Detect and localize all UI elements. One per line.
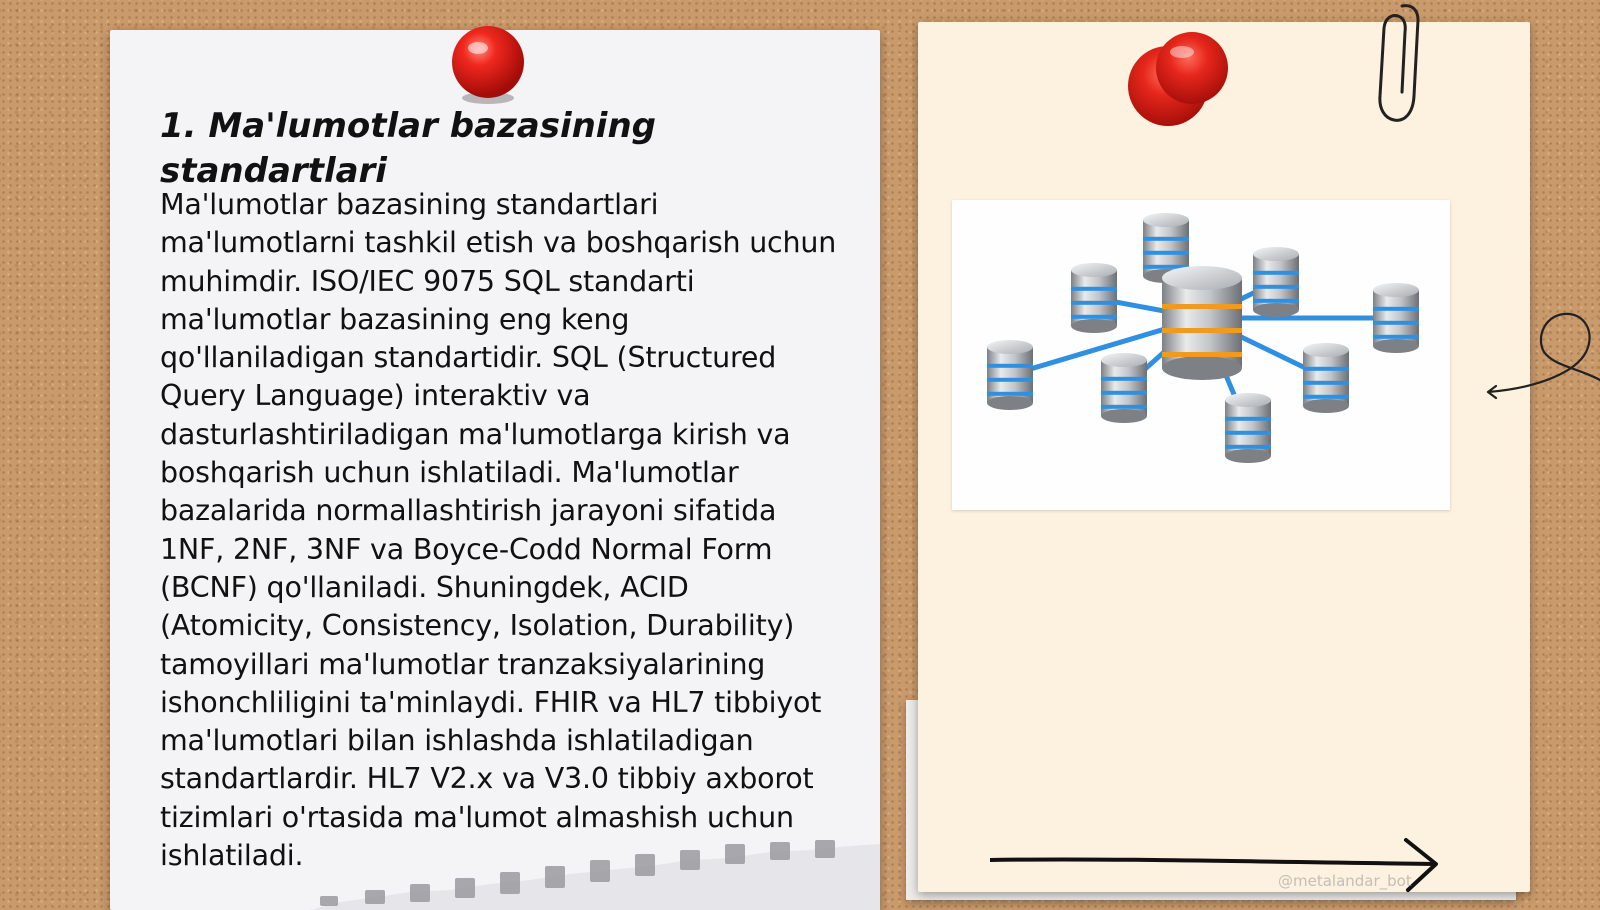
- database-cylinder-icon: [987, 340, 1033, 410]
- red-pushpin-icon: [448, 20, 534, 106]
- curly-doodle-icon: [1478, 308, 1600, 408]
- database-cylinder-icon: [1071, 263, 1117, 333]
- database-network-illustration: [952, 200, 1450, 510]
- slide-title: 1. Ma'lumotlar bazasining standartlari: [160, 106, 657, 191]
- database-cylinder-icon: [1225, 393, 1271, 463]
- database-network-image: [952, 200, 1450, 510]
- red-pushpin-icon: [1120, 30, 1240, 134]
- database-cylinder-icon: [1303, 343, 1349, 413]
- database-cylinder-icon: [1253, 247, 1299, 317]
- watermark-text: @metalandar_bot: [1278, 872, 1412, 890]
- paperclip-icon: [1374, 0, 1424, 126]
- slide-body-text: Ma'lumotlar bazasining standartlari ma'lumotlarni tashkil etish va boshqarish uchun muhimdir. ISO/IEC 9075 SQL standarti ma'lumotlar bazasining eng keng qo'llaniladigan standartidir. SQL (Structured Query Language) interaktiv va dasturlashtiriladigan ma'lumotlarga kirish va boshqarish uchun ishlatiladi. Ma'lumotlar bazalarida normallashtirish jarayoni sifatida 1NF, 2NF, 3NF va Boyce-Codd Normal Form (BCNF) qo'llaniladi. Shuningdek, ACID (Atomicity, Consistency, Isolation, Durability) tamoyillari ma'lumotlar tranzaksiyalarining ishonchliligini ta'minlaydi. FHIR va HL7 tibbiyot ma'lumotlari bilan ishlashda ishlatiladigan standartlardir. HL7 V2.x va V3.0 tibbiy axborot tizimlari o'rtasida ma'lumot almashish uchun ishlatiladi.: [160, 188, 837, 873]
- database-cylinder-icon: [1373, 283, 1419, 353]
- database-cylinder-icon: [1101, 353, 1147, 423]
